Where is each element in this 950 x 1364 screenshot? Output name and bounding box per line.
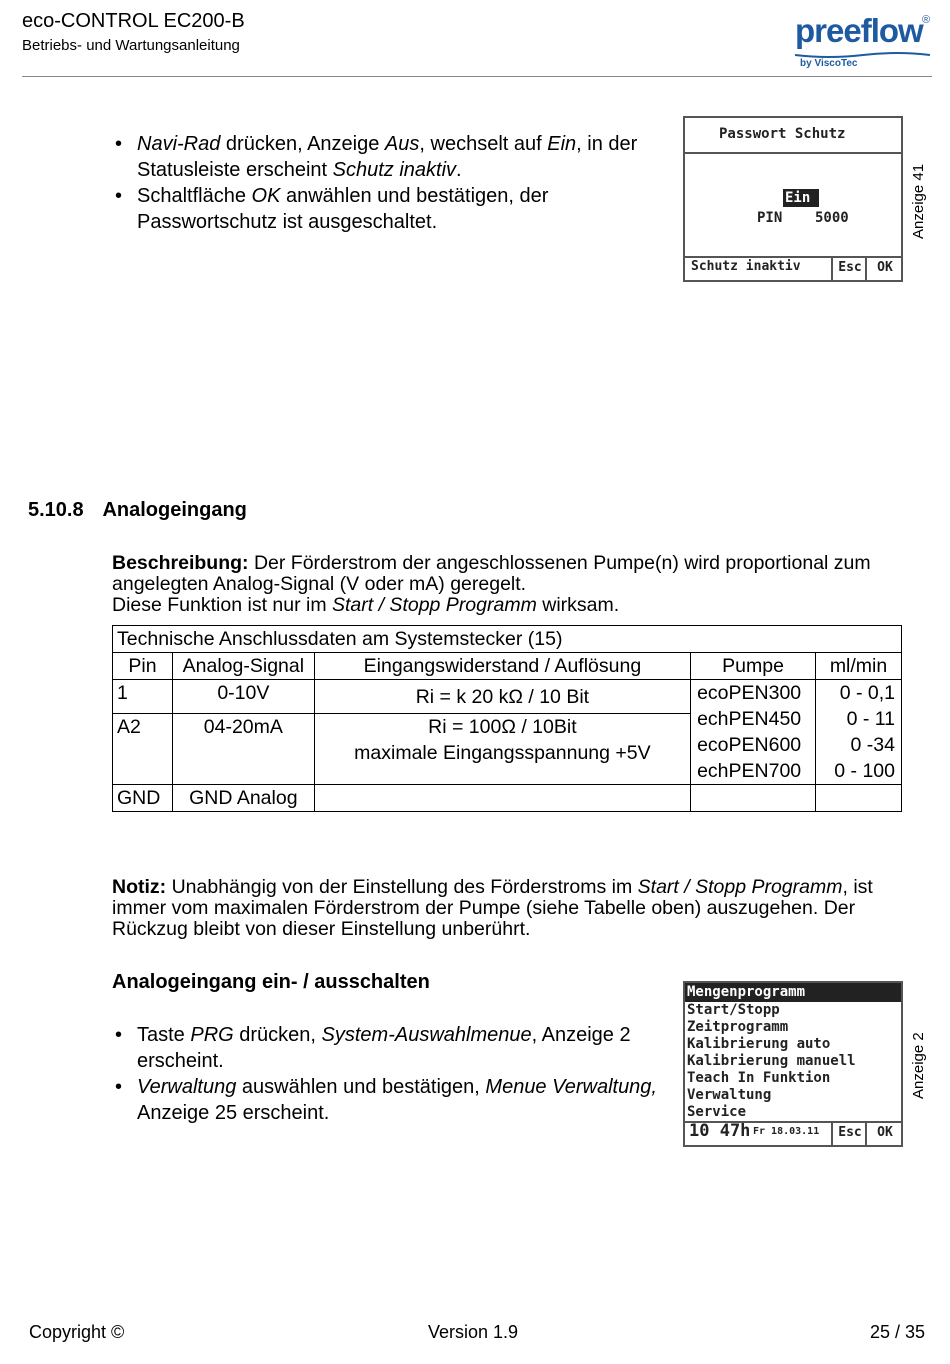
- table-header: Eingangswiderstand / Auflösung: [314, 653, 690, 680]
- note-text-i: Start / Stopp Programm: [637, 876, 843, 898]
- table-header: Analog-Signal: [172, 653, 314, 680]
- note-text-b: , ist immer vom maximalen Förderstrom der Pumpe (siehe Tabelle oben) auszugehen. Der Rückzug bleibt von dieser Einstellung unberührt.: [112, 876, 873, 940]
- bullet-text-segment: Schutz inaktiv: [332, 159, 457, 181]
- display-status-bar: [685, 1121, 901, 1145]
- bottom-bullet-list: [113, 1022, 673, 1126]
- table-header: Pumpe: [691, 653, 816, 680]
- section-number: 5.10.8: [28, 499, 84, 521]
- note-text-a: Unabhängig von der Einstellung des Förderstroms im: [166, 876, 638, 898]
- display-2-menu: [683, 981, 903, 1147]
- table-header: Pin: [113, 653, 173, 680]
- table-cell-signal: 0-10V: [172, 680, 314, 714]
- bullet-text-segment: Schaltfläche: [137, 185, 252, 207]
- table-cell-flows: [816, 680, 902, 785]
- table-cell-signal: GND Analog: [172, 785, 314, 812]
- preeflow-logo: [795, 12, 935, 74]
- description-text: Der Förderstrom der angeschlossenen Pumpe(n) wird proportional zum angelegten Analog-Signal (V oder mA) geregelt.: [112, 552, 871, 595]
- bullet-item: [113, 131, 673, 183]
- bullet-text-segment: System-Auswahlmenue: [321, 1024, 532, 1046]
- bullet-text-segment: anwählen und bestätigen, der Passwortschutz ist ausgeschaltet.: [137, 185, 549, 233]
- document-subtitle: Betriebs- und Wartungsanleitung: [22, 37, 240, 54]
- table-cell-resistance: Ri = k 20 kΩ / 10 Bit: [314, 680, 690, 714]
- bullet-text-segment: Menue Verwaltung,: [485, 1076, 657, 1098]
- display-41-password: [683, 116, 903, 282]
- display-41-caption: Anzeige 41: [910, 163, 927, 239]
- bullet-text-segment: auswählen und bestätigen,: [236, 1076, 486, 1098]
- pin-label: PIN: [757, 210, 783, 226]
- description-label: Beschreibung:: [112, 552, 249, 574]
- display-selected-value: Ein: [783, 189, 819, 207]
- table-caption: Technische Anschlussdaten am Systemstecker (15): [113, 626, 902, 653]
- bullet-item: [113, 183, 673, 235]
- bullet-text-segment: drücken, Anzeige: [220, 133, 385, 155]
- bullet-text-segment: Navi-Rad: [137, 133, 221, 155]
- bullet-item: [113, 1022, 673, 1074]
- section-heading: [28, 499, 261, 522]
- flow-value: 0 - 11: [846, 708, 895, 730]
- table-cell-pin: 1: [113, 680, 173, 714]
- document-title: eco-CONTROL EC200-B: [22, 10, 245, 32]
- menu-item: Teach In Funktion: [687, 1070, 831, 1086]
- table-cell-resistance: [314, 714, 690, 785]
- table-cell-empty: [691, 785, 816, 812]
- bullet-text-segment: drücken,: [233, 1024, 322, 1046]
- pin-value: 5000: [815, 210, 849, 226]
- description-text-2b: wirksam.: [536, 594, 620, 616]
- bullet-item: [113, 1074, 673, 1126]
- ok-softkey: OK: [865, 258, 903, 280]
- menu-item: Service: [687, 1104, 747, 1120]
- menu-item: Verwaltung: [687, 1087, 772, 1103]
- pump-name: echPEN700: [697, 760, 802, 782]
- bullet-text-segment: , in der Statusleiste erscheint: [137, 133, 638, 181]
- pump-name: ecoPEN600: [697, 734, 802, 756]
- status-date: Fr 18.03.11: [753, 1126, 820, 1137]
- pump-name: echPEN450: [697, 708, 802, 730]
- table-cell-empty: [314, 785, 690, 812]
- flow-value: 0 -34: [850, 734, 895, 756]
- esc-softkey: Esc: [831, 1123, 867, 1145]
- logo-subtitle: by ViscoTec: [800, 58, 858, 69]
- ok-softkey: OK: [865, 1123, 903, 1145]
- footer-version: Version 1.9: [428, 1322, 519, 1342]
- display-2-caption: Anzeige 2: [910, 1032, 927, 1099]
- description-text-2i: Start / Stopp Programm: [332, 594, 537, 616]
- logo-wordmark: preeflow: [795, 12, 923, 49]
- subsection-heading: Analogeingang ein- / ausschalten: [112, 971, 430, 993]
- table-cell-pin: GND: [113, 785, 173, 812]
- table-cell-pumps: [691, 680, 816, 785]
- header-divider: [22, 76, 932, 77]
- table-header: ml/min: [816, 653, 902, 680]
- description-paragraph: [112, 553, 912, 616]
- esc-softkey: Esc: [831, 258, 867, 280]
- bullet-text-segment: OK: [251, 185, 281, 207]
- footer-page-number: 25 / 35: [870, 1322, 926, 1342]
- note-label: Notiz:: [112, 876, 167, 898]
- description-text-2a: Diese Funktion ist nur im: [112, 594, 332, 616]
- top-bullet-list: [113, 131, 673, 235]
- table-cell-empty: [816, 785, 902, 812]
- resistance-line: Ri = 100Ω / 10Bit: [428, 716, 577, 738]
- flow-value: 0 - 0,1: [839, 682, 895, 704]
- connection-data-table: [112, 625, 902, 812]
- logo-registered-mark: ®: [922, 14, 931, 26]
- bullet-text-segment: .: [456, 159, 462, 181]
- menu-item-selected: Mengenprogramm: [685, 983, 901, 1002]
- table-cell-signal: 04-20mA: [172, 714, 314, 785]
- note-paragraph: [112, 877, 912, 940]
- bullet-text-segment: Anzeige 25 erscheint.: [137, 1102, 330, 1124]
- footer-copyright: Copyright ©: [29, 1322, 125, 1342]
- bullet-text-segment: PRG: [190, 1024, 234, 1046]
- flow-value: 0 - 100: [834, 760, 895, 782]
- display-title: Passwort Schutz: [685, 118, 901, 154]
- menu-list: [685, 1002, 901, 1121]
- menu-item: Zeitprogramm: [687, 1019, 789, 1035]
- status-time: 10 47h: [689, 1121, 751, 1141]
- menu-item: Start/Stopp: [687, 1002, 780, 1018]
- resistance-line: maximale Eingangsspannung +5V: [354, 742, 651, 764]
- status-text: Schutz inaktiv: [691, 259, 801, 274]
- bullet-text-segment: Taste: [137, 1024, 191, 1046]
- bullet-text-segment: Ein: [547, 133, 577, 155]
- display-status-bar: [685, 256, 901, 280]
- menu-item: Kalibrierung manuell: [687, 1053, 856, 1069]
- bullet-text-segment: , wechselt auf: [419, 133, 548, 155]
- bullet-text-segment: , Anzeige 2 erscheint.: [137, 1024, 631, 1072]
- table-cell-pin: A2: [113, 714, 173, 785]
- pump-name: ecoPEN300: [697, 682, 802, 704]
- menu-item: Kalibrierung auto: [687, 1036, 831, 1052]
- section-title: Analogeingang: [102, 499, 247, 521]
- bullet-text-segment: Aus: [384, 133, 420, 155]
- bullet-text-segment: Verwaltung: [137, 1076, 237, 1098]
